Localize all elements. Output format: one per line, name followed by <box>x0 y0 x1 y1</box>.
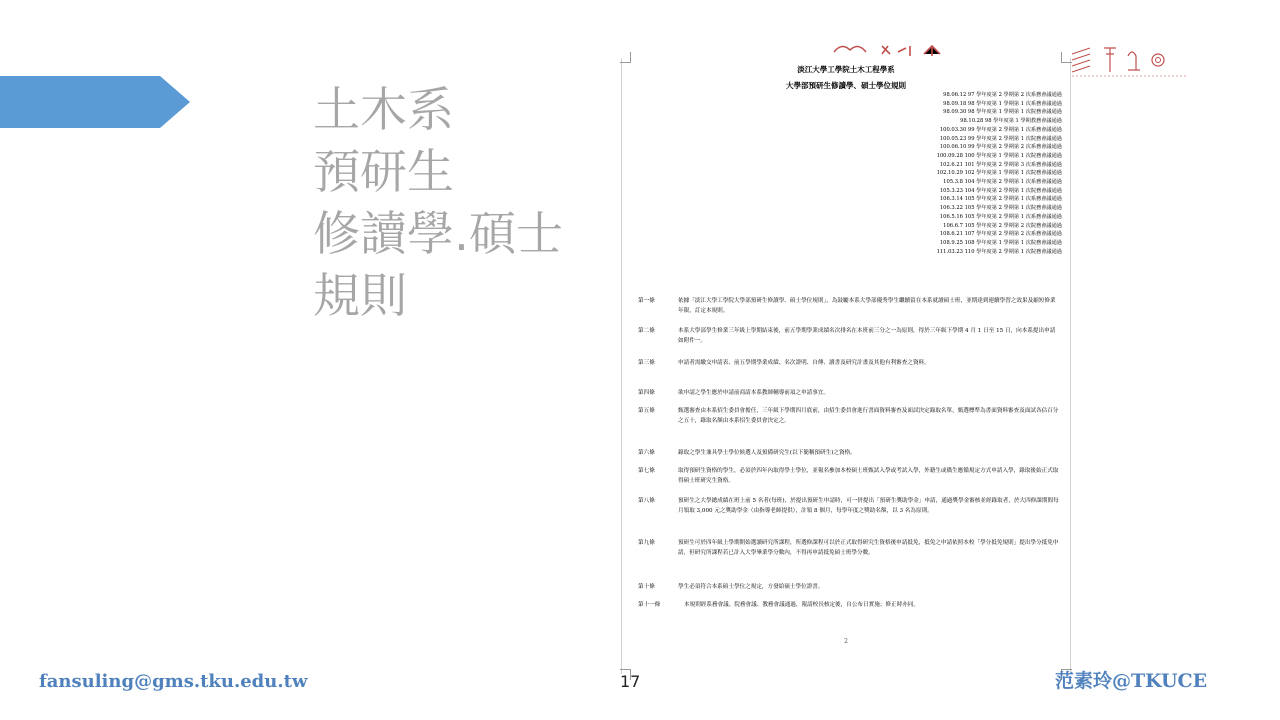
contact-email: fansuling@gms.tku.edu.tw <box>39 671 308 692</box>
article-4 <box>638 388 1060 398</box>
article-number: 第八條 <box>638 498 655 504</box>
title-line: 規則 <box>313 269 407 324</box>
history-line: 98.09.30 98 學年度第 1 學期第 1 次院務會議通過 <box>943 109 1062 116</box>
document-page <box>621 58 1071 674</box>
title-line: 修讀學.碩士 <box>313 207 563 262</box>
article-11 <box>638 600 1060 610</box>
history-line: 106.3.22 105 學年度第 2 學期第 1 次院務會議通過 <box>939 205 1062 212</box>
article-number: 第五條 <box>638 408 655 414</box>
article-number: 第四條 <box>638 390 655 396</box>
history-line: 100.05.23 99 學年度第 2 學期第 1 次院務會議通過 <box>939 135 1062 142</box>
article-3 <box>638 358 1060 368</box>
article-text: 學生必須符合本系碩士學位之規定，方發給碩士學位證書。 <box>678 584 824 590</box>
article-text: 預研生之大學總成績在班上前 5 名者(每班)，於提出預研生申請時，可一併提出「預研生獎助學金」申請，通過獎學金審核並經錄取者，於大四修課期間每月領取 3,000 元之獎助學金（由指導老師提供），計領 8 個月，每學年度之獎助名額，以 3 名為原則。 <box>678 498 1059 514</box>
history-line: 98.10.28 98 學年度第 1 學期教務會議通過 <box>960 118 1062 125</box>
history-line: 106.5.16 105 學年度第 2 學期第 1 次系務會議通過 <box>939 213 1062 220</box>
crop-mark-icon <box>620 52 631 63</box>
decorative-corner-icon <box>1070 42 1186 78</box>
document-subtitle: 大學部預研生修讀學、碩士學位規則 <box>786 81 906 90</box>
article-number: 第九條 <box>638 540 655 546</box>
history-line: 108.6.21 107 學年度第 2 學期第 2 次系務會議通過 <box>939 231 1062 238</box>
article-9 <box>638 538 1060 558</box>
article-5 <box>638 406 1060 426</box>
article-2 <box>638 326 1060 346</box>
article-text: 取得預研生資格的學生，必須於四年內取得學士學位，並報名參加本校碩士班甄試入學或考試入學，外籍生或僑生應循規定方式申請入學，錄取後始正式取得碩士班研究生資格。 <box>678 468 1059 484</box>
history-line: 100.09.28 100 學年度第 1 學期第 1 次院務會議通過 <box>936 152 1062 159</box>
article-text: 本系大學部學生修業三年級上學期結束後，前五學期學業成績名次排名在本班前三分之一為原則，得於三年級下學期 4 月 1 日至 15 日，向本系提出申請如附件一。 <box>678 328 1056 344</box>
article-1 <box>638 296 1060 316</box>
article-7 <box>638 466 1060 486</box>
article-text: 預研生可於四年級上學期開始選讀研究所課程，所選修課程可以於正式取得研究生資格後申請抵免，抵免之申請依照本校「學分抵免規則」提出學分抵免申請，但研究所課程若已計入大學畢業學分數內，不得再申請抵免碩士班學分數。 <box>678 540 1059 556</box>
slide-title <box>313 80 613 328</box>
article-text: 錄取之學生兼具學士學位候選人及預備研究生(以下簡稱預研生)之資格。 <box>678 450 856 456</box>
history-line: 98.09.18 98 學年度第 1 學期第 1 次系務會議通過 <box>943 100 1062 107</box>
article-text: 本規則經系務會議、院務會議、教務會議通過，報請校長核定後，自公布日實施；修正時亦同。 <box>684 602 919 608</box>
article-text: 甄選審查由本系招生委員會擔任，三年級下學期四月底前，由招生委員會進行書面資料審查及面試決定錄取名單，甄選標準為書面資料審查及面試各佔百分之五十，錄取名額由本系招生委員會決定之。 <box>678 408 1059 424</box>
article-number: 第十一條 <box>638 602 661 608</box>
article-number: 第六條 <box>638 450 655 456</box>
article-text: 欲申請之學生應於申請前商請本系教師輔導前項之申請事宜。 <box>678 390 830 396</box>
author-label: 范素玲@TKUCE <box>1055 670 1208 692</box>
slide-number: 17 <box>620 672 641 691</box>
history-line: 102.6.21 101 學年度第 2 學期第 3 次系務會議通過 <box>939 161 1062 168</box>
history-line: 106.6.7 105 學年度第 2 學期第 2 次院務會議通過 <box>943 222 1062 229</box>
amendment-history <box>842 91 1062 256</box>
history-line: 102.10.29 102 學年度第 1 學期第 1 次院務會議通過 <box>936 170 1062 177</box>
history-line: 108.9.25 108 學年度第 1 學期第 1 次院務會議通過 <box>939 239 1062 246</box>
article-10 <box>638 582 1060 592</box>
document-title: 淡江大學工學院土木工程學系 <box>797 65 895 74</box>
history-line: 98.06.12 97 學年度第 2 學期第 2 次系務會議通過 <box>943 92 1062 98</box>
article-number: 第三條 <box>638 360 655 366</box>
article-number: 第二條 <box>638 328 655 334</box>
article-number: 第一條 <box>638 298 655 304</box>
article-8 <box>638 496 1060 516</box>
history-line: 105.3.23 104 學年度第 2 學期第 1 次院務會議通過 <box>939 187 1062 194</box>
arrow-shape <box>0 76 190 128</box>
article-number: 第十條 <box>638 584 655 590</box>
title-line: 土木系 <box>313 83 454 138</box>
article-text: 申請者需繳交申請表、前五學期學業成績、名次證明、自傳、讀書及研究計畫及其他有利審查之資料。 <box>678 360 930 366</box>
article-text: 依據「淡江大學工學院大學部預研生修讀學、碩士學位規則」，為鼓勵本系大學部優秀學生繼續留在本系就讀碩士班，並期達到連續學習之效果及縮短修業年限，訂定本規則。 <box>678 298 1056 314</box>
history-line: 111.03.23 110 學年度第 2 學期第 1 次院務會議通過 <box>936 248 1062 255</box>
article-6 <box>638 448 1060 458</box>
decorative-banner-icon <box>828 38 968 60</box>
document-page-number: 2 <box>844 638 848 645</box>
history-line: 105.3.8 104 學年度第 2 學期第 1 次系務會議通過 <box>943 179 1062 186</box>
history-line: 100.06.10 99 學年度第 2 學期第 2 次系務會議通過 <box>939 144 1062 151</box>
title-line: 預研生 <box>313 145 454 200</box>
history-line: 100.03.30 99 學年度第 2 學期第 1 次系務會議通過 <box>939 126 1062 133</box>
history-line: 106.3.14 105 學年度第 2 學期第 1 次系務會議通過 <box>939 196 1062 203</box>
article-number: 第七條 <box>638 468 655 474</box>
